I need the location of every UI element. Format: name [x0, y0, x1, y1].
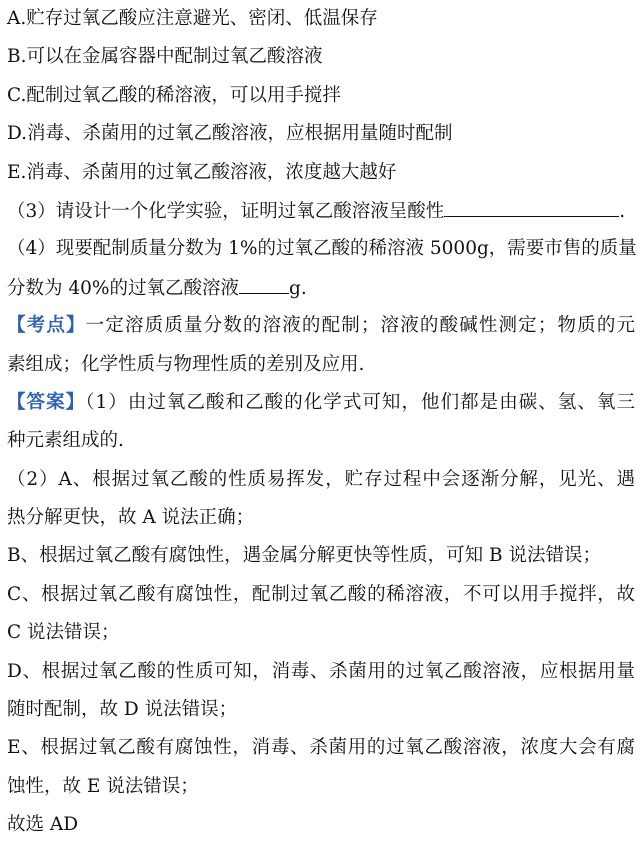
- answer-blank-3: [444, 192, 619, 217]
- question-4-line-1: （4）现要配制质量分数为 1%的过氧乙酸的稀溶液 5000g，需要市售的质量: [7, 238, 637, 260]
- answer-blank-4: [239, 269, 289, 294]
- daan-label: 【答案】: [7, 391, 86, 413]
- option-c: C.配制过氧乙酸的稀溶液，可以用手搅拌: [7, 84, 341, 106]
- kaodian-line-1: [7, 307, 635, 345]
- answer-2-line-9: 蚀性，故 E 说法错误；: [7, 775, 199, 797]
- answer-2-line-6: D、根据过氧乙酸的性质可知，消毒、杀菌用的过氧乙酸溶液，应根据用量: [7, 660, 635, 682]
- answer-2-line-3: B、根据过氧乙酸有腐蚀性，遇金属分解更快等性质，可知 B 说法错误；: [7, 545, 601, 567]
- kaodian-line-2: 素组成；化学性质与物理性质的差别及应用.: [7, 353, 365, 375]
- daan-line-2: 种元素组成的.: [7, 430, 124, 452]
- question-3: [7, 192, 635, 230]
- answer-2-line-5: C 说法错误；: [7, 622, 120, 644]
- question-4-text: 分数为 40%的过氧乙酸溶液: [7, 277, 240, 299]
- answer-2-line-8: E、根据过氧乙酸有腐蚀性，消毒、杀菌用的过氧乙酸溶液，浓度大会有腐: [7, 737, 635, 759]
- answer-2-line-10: 故选 AD: [7, 814, 79, 836]
- question-3-end: .: [619, 200, 626, 222]
- kaodian-text-1: 一定溶质质量分数的溶液的配制；溶液的酸碱性测定；物质的元: [85, 315, 635, 337]
- option-a: A.贮存过氧乙酸应注意避光、密闭、低温保存: [7, 8, 378, 29]
- answer-2-line-2: 热分解更快，故 A 说法正确；: [7, 507, 255, 529]
- daan-text-1: （1）由过氧乙酸和乙酸的化学式可知，他们都是由碳、氢、氧三: [85, 391, 635, 413]
- option-d: D.消毒、杀菌用的过氧乙酸溶液，应根据用量随时配制: [7, 123, 453, 145]
- document-body: [7, 0, 635, 845]
- option-e: E.消毒、杀菌用的过氧乙酸溶液，浓度越大越好: [7, 161, 397, 183]
- answer-2-line-4: C、根据过氧乙酸有腐蚀性，配制过氧乙酸的稀溶液，不可以用手搅拌，故: [7, 583, 635, 605]
- question-4-line-2: [7, 269, 635, 307]
- answer-2-line-7: 随时配制，故 D 说法错误；: [7, 699, 238, 721]
- question-4-unit: g.: [289, 277, 307, 299]
- answer-2-line-1: （2）A、根据过氧乙酸的性质易挥发，贮存过程中会逐渐分解，见光、遇: [7, 468, 635, 490]
- option-b: B.可以在金属容器中配制过氧乙酸溶液: [7, 46, 323, 68]
- daan-line-1: [7, 384, 635, 422]
- kaodian-label: 【考点】: [7, 315, 86, 337]
- question-3-text: （3）请设计一个化学实验，证明过氧乙酸溶液呈酸性: [7, 200, 445, 222]
